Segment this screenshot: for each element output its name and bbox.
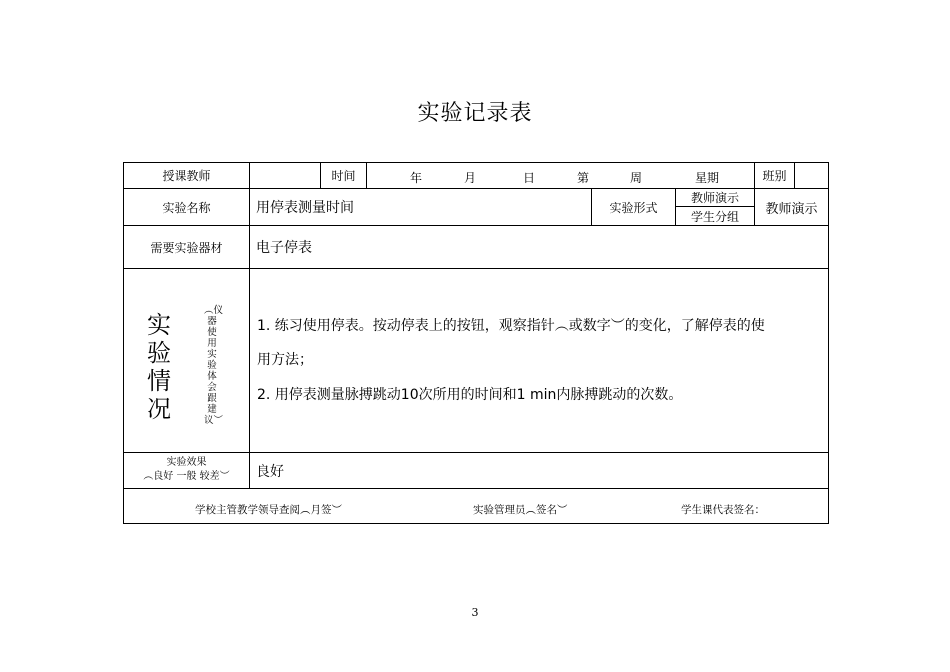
teacher-field[interactable] xyxy=(250,163,321,189)
effect-options: ︵良好 一般 较差︶ xyxy=(143,471,230,482)
form-option-student-group: 学生分组 xyxy=(676,207,755,226)
form-option-teacher-demo: 教师演示 xyxy=(676,189,755,207)
equipment-label: 需要实验器材 xyxy=(124,226,250,269)
year-label: 年 xyxy=(410,171,423,185)
situation-label xyxy=(144,311,174,423)
week-label: 周 xyxy=(630,171,643,185)
situation-char: 情 xyxy=(147,367,171,395)
student-rep-signature-label: 学生课代表签名： xyxy=(681,504,765,516)
effect-label: 实验效果 xyxy=(166,457,207,468)
day-label: 日 xyxy=(523,171,536,185)
weekday-label: 星期 xyxy=(695,171,720,185)
situation-note: ︵仪器使用 实验体会跟建议︶ xyxy=(204,305,224,426)
experiment-record-table xyxy=(123,162,829,524)
experiment-name-value: 用停表测量时间 xyxy=(250,189,592,226)
class-label: 班别 xyxy=(755,163,795,189)
date-field[interactable] xyxy=(367,163,755,189)
leader-review-label: 学校主管教学领导查阅︵月签︶ xyxy=(195,504,342,516)
experiment-form-value: 教师演示 xyxy=(755,189,828,226)
month-label: 月 xyxy=(464,171,477,185)
situation-line-1: 1. 练习使用停表。按动停表上的按钮，观察指针︵或数字︶的变化，了解停表的使 xyxy=(257,318,765,334)
effect-value: 良好 xyxy=(250,453,828,489)
page-number: 3 xyxy=(471,606,479,619)
situation-line-3: 2. 用停表测量脉搏跳动10次所用的时间和1 min内脉搏跳动的次数。 xyxy=(257,387,683,403)
teacher-label: 授课教师 xyxy=(124,163,250,189)
experiment-form-label: 实验形式 xyxy=(592,189,676,226)
class-field[interactable] xyxy=(795,163,828,189)
situation-char: 验 xyxy=(147,339,171,367)
situation-line-2: 用方法； xyxy=(257,352,313,368)
equipment-value: 电子停表 xyxy=(250,226,828,269)
experiment-name-label: 实验名称 xyxy=(124,189,250,226)
week-prefix-label: 第 xyxy=(577,171,590,185)
situation-char: 况 xyxy=(147,395,171,423)
situation-char: 实 xyxy=(147,311,171,339)
situation-label-cell xyxy=(124,269,250,453)
page-title: 实验记录表 xyxy=(417,101,533,126)
effect-label-cell xyxy=(124,453,250,489)
time-label: 时间 xyxy=(321,163,367,189)
lab-admin-signature-label: 实验管理员︵签名︶ xyxy=(473,504,568,516)
